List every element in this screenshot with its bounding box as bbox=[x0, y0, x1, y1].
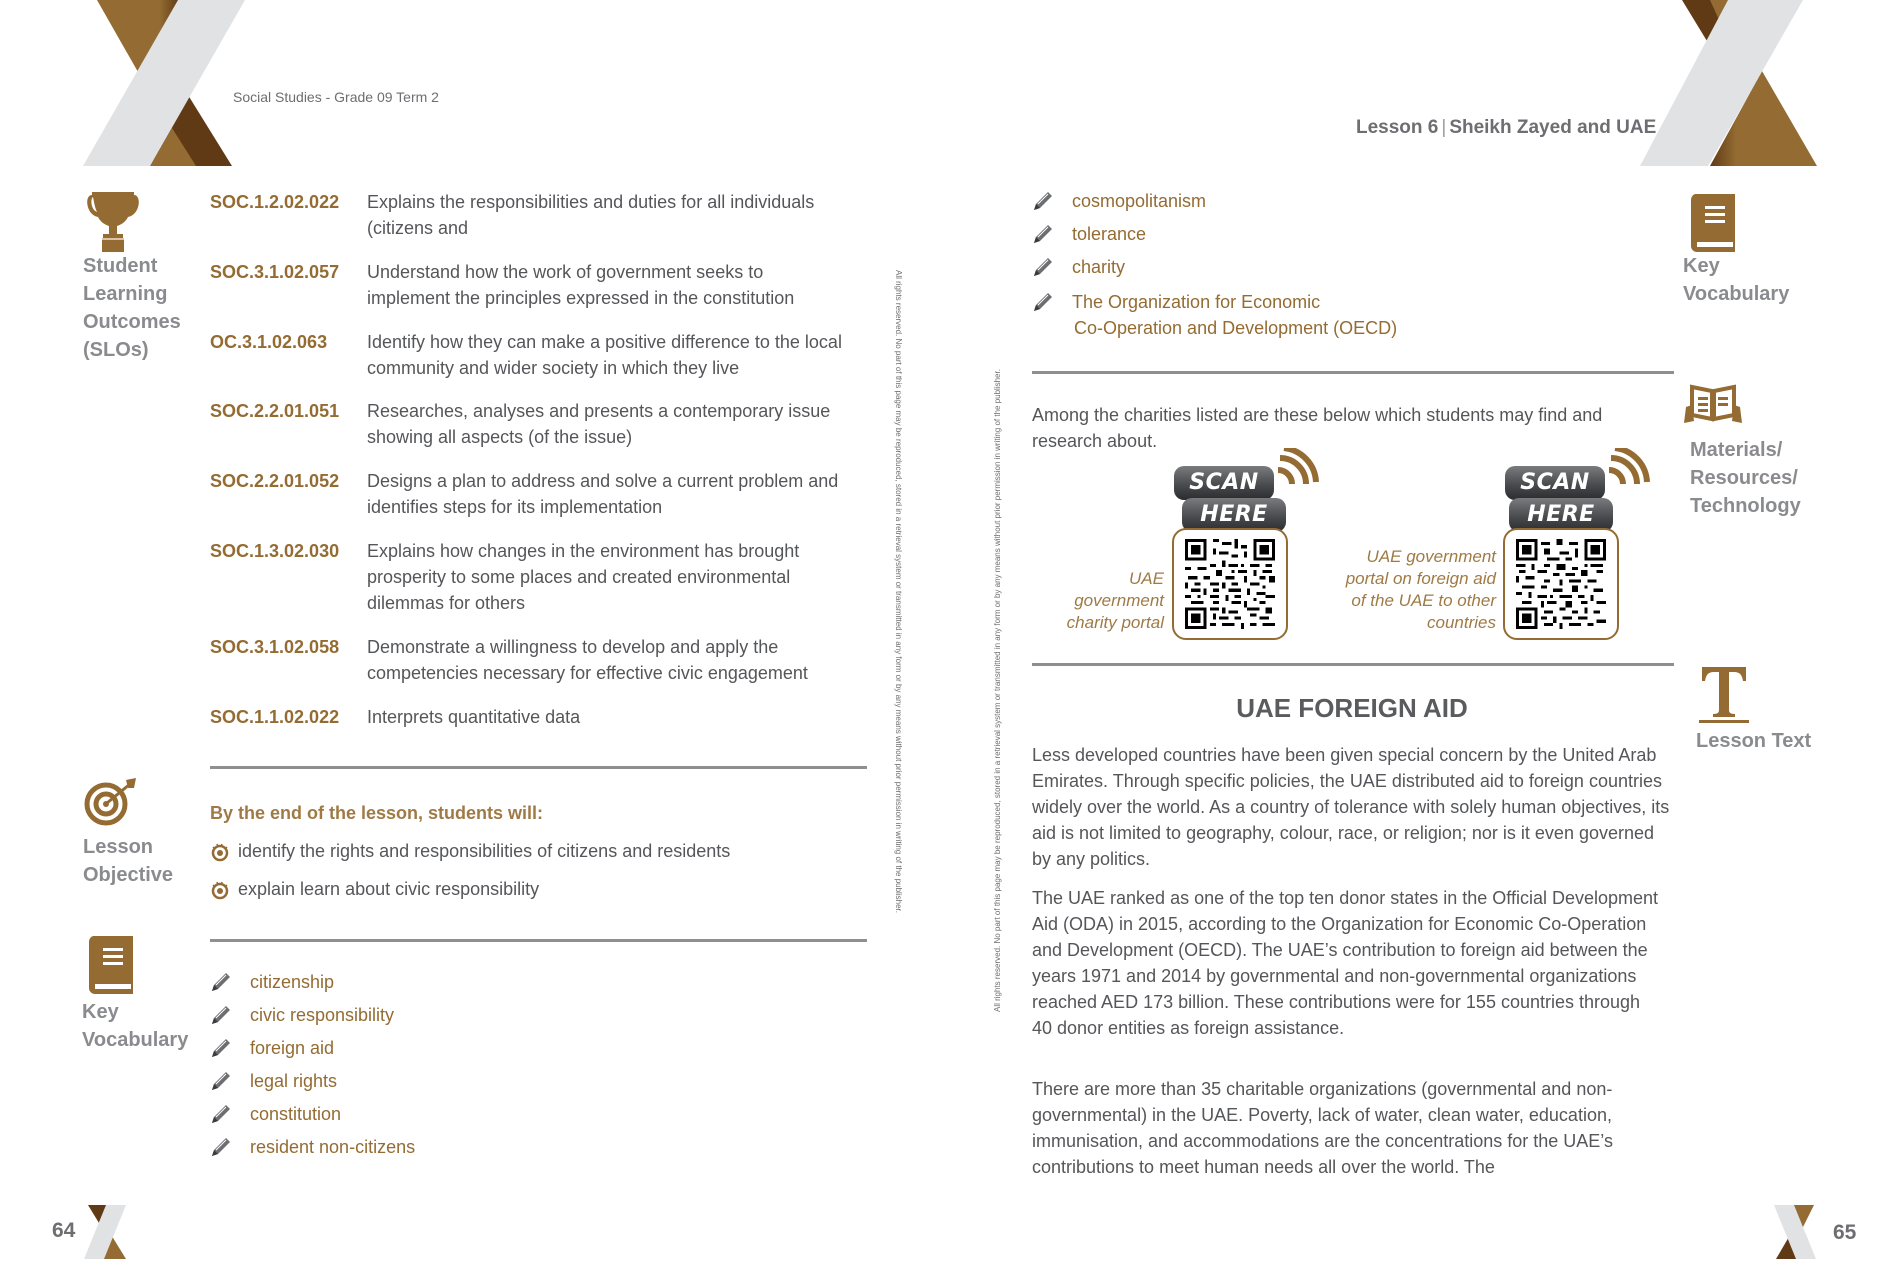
x-logo-top-right bbox=[1640, 0, 1890, 170]
vocab-word: citizenship bbox=[250, 971, 335, 992]
vocab-word: foreign aid bbox=[250, 1037, 335, 1058]
slo-label-line: (SLOs) bbox=[83, 339, 149, 361]
qr-caption bbox=[1300, 546, 1496, 634]
signal-waves-icon bbox=[1270, 448, 1320, 498]
vocab-item bbox=[210, 1136, 415, 1158]
slo-text: Researches, analyses and presents a contemporary issue showing all aspects (of the issue) bbox=[367, 401, 831, 447]
slo-text: Demonstrate a willingness to develop and apply the competencies necessary for effective civic engagement bbox=[367, 637, 808, 683]
lesson-text-label: Lesson Text bbox=[1696, 730, 1812, 752]
qr-caption-line: countries bbox=[1427, 613, 1496, 632]
pencil-icon bbox=[1032, 190, 1054, 212]
slo-text: Interprets quantitative data bbox=[367, 707, 581, 727]
x-logo-bottom-left bbox=[84, 1205, 128, 1259]
qr-caption-line: UAE bbox=[1129, 569, 1164, 588]
lesson-title: Sheikh Zayed and UAE bbox=[1449, 117, 1657, 138]
slo-code: SOC.3.1.02.057 bbox=[210, 262, 340, 282]
qr-code[interactable] bbox=[1185, 539, 1275, 629]
copyright-notice-right: All rights reserved. No part of this page may be reproduced, stored in a retrieval system or transmitted in any form or by any means without prior permission in writing of the publisher. bbox=[993, 369, 1002, 1012]
objective-item bbox=[210, 879, 539, 900]
pencil-icon bbox=[210, 1103, 232, 1125]
slo-row bbox=[210, 259, 870, 311]
page-number-right: 65 bbox=[1833, 1221, 1857, 1244]
text-t-icon bbox=[1699, 663, 1749, 725]
vocab-label-right bbox=[1683, 252, 1789, 308]
divider bbox=[210, 766, 867, 769]
slo-code: SOC.2.2.01.051 bbox=[210, 401, 340, 421]
vocab-word: charity bbox=[1072, 256, 1126, 277]
open-book-hands-icon bbox=[1682, 383, 1744, 425]
slo-row bbox=[210, 189, 870, 241]
slo-row bbox=[210, 704, 870, 730]
qr-caption-line: UAE government bbox=[1366, 547, 1496, 566]
slo-row bbox=[210, 329, 870, 381]
slo-code: OC.3.1.02.063 bbox=[210, 332, 328, 352]
vocab-item bbox=[210, 1103, 341, 1125]
pencil-icon bbox=[1032, 291, 1054, 313]
materials-label-line: Materials/ bbox=[1690, 439, 1783, 461]
qr-caption-line: of the UAE to other bbox=[1351, 591, 1496, 610]
slo-text: Identify how they can make a positive difference to the local community and wider society in which they live bbox=[367, 332, 842, 378]
pencil-icon bbox=[210, 971, 232, 993]
slo-code: SOC.2.2.01.052 bbox=[210, 471, 340, 491]
qr-block-charity-portal bbox=[1170, 448, 1320, 638]
paragraph: The UAE ranked as one of the top ten donor states in the Official Development Aid (ODA) in 2015, according to the Organization for Economic Co-Operation and Development (OECD). The UAE’s contribution to foreign aid between the years 1971 and 2014 by governmental and non-governmental organizations reached AED 173 billion. These contributions were for 155 countries through 40 donor entities as foreign assistance. bbox=[1032, 888, 1659, 1038]
qr-code[interactable] bbox=[1516, 539, 1606, 629]
slo-row bbox=[210, 538, 870, 616]
divider bbox=[210, 939, 867, 942]
vocab-label bbox=[82, 998, 188, 1054]
slo-text: Understand how the work of government seeks to implement the principles expressed in the constitution bbox=[367, 262, 795, 308]
target-icon bbox=[84, 778, 142, 826]
slo-label-line: Learning bbox=[83, 283, 168, 305]
vocab-label-line: Key bbox=[82, 1001, 119, 1023]
paragraph: There are more than 35 charitable organizations (governmental and non-governmental) in the UAE. Poverty, lack of water, clean water, education, immunisation, and accommodations are the concentrations for the UAE’s contributions to meet human needs all over the world. The bbox=[1032, 1079, 1613, 1177]
pencil-icon bbox=[1032, 256, 1054, 278]
signal-waves-icon bbox=[1601, 448, 1651, 498]
vocab-label-line: Key bbox=[1683, 255, 1720, 277]
book-icon bbox=[1689, 192, 1741, 254]
qr-code-frame[interactable] bbox=[1503, 528, 1619, 640]
qr-caption-line: charity portal bbox=[1066, 613, 1164, 632]
vocab-item bbox=[210, 1004, 394, 1026]
vocab-word: Co-Operation and Development (OECD) bbox=[1074, 318, 1398, 338]
course-title: Social Studies - Grade 09 Term 2 bbox=[233, 89, 439, 105]
scan-label: SCAN bbox=[1505, 466, 1605, 500]
qr-caption bbox=[1030, 568, 1164, 634]
objective-label-line: Objective bbox=[83, 864, 174, 886]
vocab-label-line: Vocabulary bbox=[82, 1029, 189, 1051]
qr-block-foreign-aid-portal bbox=[1501, 448, 1651, 638]
objective-text: identify the rights and responsibilities of citizens and residents bbox=[238, 841, 731, 861]
objective-label-line: Lesson bbox=[83, 836, 154, 858]
vocab-word: tolerance bbox=[1072, 223, 1147, 244]
lesson-separator: | bbox=[1441, 117, 1447, 138]
page-number-left: 64 bbox=[52, 1219, 76, 1242]
eye-icon bbox=[210, 880, 230, 900]
vocab-item bbox=[1032, 289, 1397, 341]
here-label: HERE bbox=[1509, 498, 1613, 532]
slo-code: SOC.1.3.02.030 bbox=[210, 541, 340, 561]
materials-label-line: Technology bbox=[1690, 495, 1801, 517]
pencil-icon bbox=[210, 1070, 232, 1092]
slo-label-line: Outcomes bbox=[83, 311, 181, 333]
divider bbox=[1032, 371, 1674, 374]
objective-label bbox=[83, 833, 173, 889]
x-logo-bottom-right bbox=[1774, 1205, 1818, 1259]
x-logo-top-left bbox=[0, 0, 260, 170]
qr-code-frame[interactable] bbox=[1172, 528, 1288, 640]
materials-label bbox=[1690, 436, 1801, 520]
vocab-word-multiline bbox=[1072, 289, 1397, 341]
slo-code: SOC.1.1.02.022 bbox=[210, 707, 340, 727]
vocab-label-line: Vocabulary bbox=[1683, 283, 1790, 305]
vocab-item bbox=[210, 1037, 334, 1059]
slo-text: Designs a plan to address and solve a current problem and identifies steps for its implementation bbox=[367, 471, 839, 517]
slo-code: SOC.1.2.02.022 bbox=[210, 192, 340, 212]
vocab-word: resident non-citizens bbox=[250, 1136, 416, 1157]
slo-row bbox=[210, 398, 870, 450]
divider bbox=[1032, 663, 1674, 666]
vocab-word: constitution bbox=[250, 1103, 342, 1124]
slo-label bbox=[83, 252, 181, 364]
objective-text: explain learn about civic responsibility bbox=[238, 879, 540, 899]
slo-row bbox=[210, 634, 870, 686]
objective-item bbox=[210, 841, 730, 862]
charities-intro: Among the charities listed are these below which students may find and research about. bbox=[1032, 405, 1603, 451]
pencil-icon bbox=[210, 1136, 232, 1158]
vocab-word: cosmopolitanism bbox=[1072, 190, 1207, 211]
section-title: UAE FOREIGN AID bbox=[1236, 693, 1468, 723]
book-icon bbox=[87, 934, 139, 996]
slo-row bbox=[210, 468, 870, 520]
qr-caption-line: portal on foreign aid bbox=[1345, 569, 1496, 588]
vocab-word: civic responsibility bbox=[250, 1004, 395, 1025]
slo-text: Explains the responsibilities and duties for all individuals (citizens and bbox=[367, 192, 815, 238]
slo-text: Explains how changes in the environment has brought prosperity to some places and created environmental dilemmas for others bbox=[367, 541, 800, 613]
here-label: HERE bbox=[1182, 498, 1286, 532]
vocab-word: The Organization for Economic bbox=[1072, 292, 1321, 312]
copyright-notice-left: All rights reserved. No part of this page may be reproduced, stored in a retrieval system or transmitted in any form or by any means without prior permission in writing of the publisher. bbox=[894, 270, 903, 913]
slo-code: SOC.3.1.02.058 bbox=[210, 637, 340, 657]
objective-intro: By the end of the lesson, students will: bbox=[210, 803, 544, 823]
paragraph: Less developed countries have been given special concern by the United Arab Emirates. Through specific policies, the UAE distributed aid to foreign countries widely over the world. As a country of tolerance with solely human objectives, its aid is not limited to geography, colour, race, or religion; nor is it even governed by any politics. bbox=[1032, 745, 1670, 869]
eye-icon bbox=[210, 842, 230, 862]
vocab-item bbox=[210, 1070, 337, 1092]
qr-caption-line: government bbox=[1074, 591, 1164, 610]
materials-label-line: Resources/ bbox=[1690, 467, 1798, 489]
trophy-icon bbox=[86, 190, 140, 252]
scan-label: SCAN bbox=[1174, 466, 1274, 500]
pencil-icon bbox=[1032, 223, 1054, 245]
vocab-item bbox=[210, 971, 334, 993]
lesson-heading bbox=[1356, 117, 1656, 139]
lesson-label: Lesson 6 bbox=[1356, 117, 1439, 138]
pencil-icon bbox=[210, 1004, 232, 1026]
pencil-icon bbox=[210, 1037, 232, 1059]
vocab-word: legal rights bbox=[250, 1070, 338, 1091]
vocab-item bbox=[1032, 223, 1146, 245]
slo-label-line: Student bbox=[83, 255, 158, 277]
vocab-item bbox=[1032, 256, 1125, 278]
vocab-item bbox=[1032, 190, 1206, 212]
